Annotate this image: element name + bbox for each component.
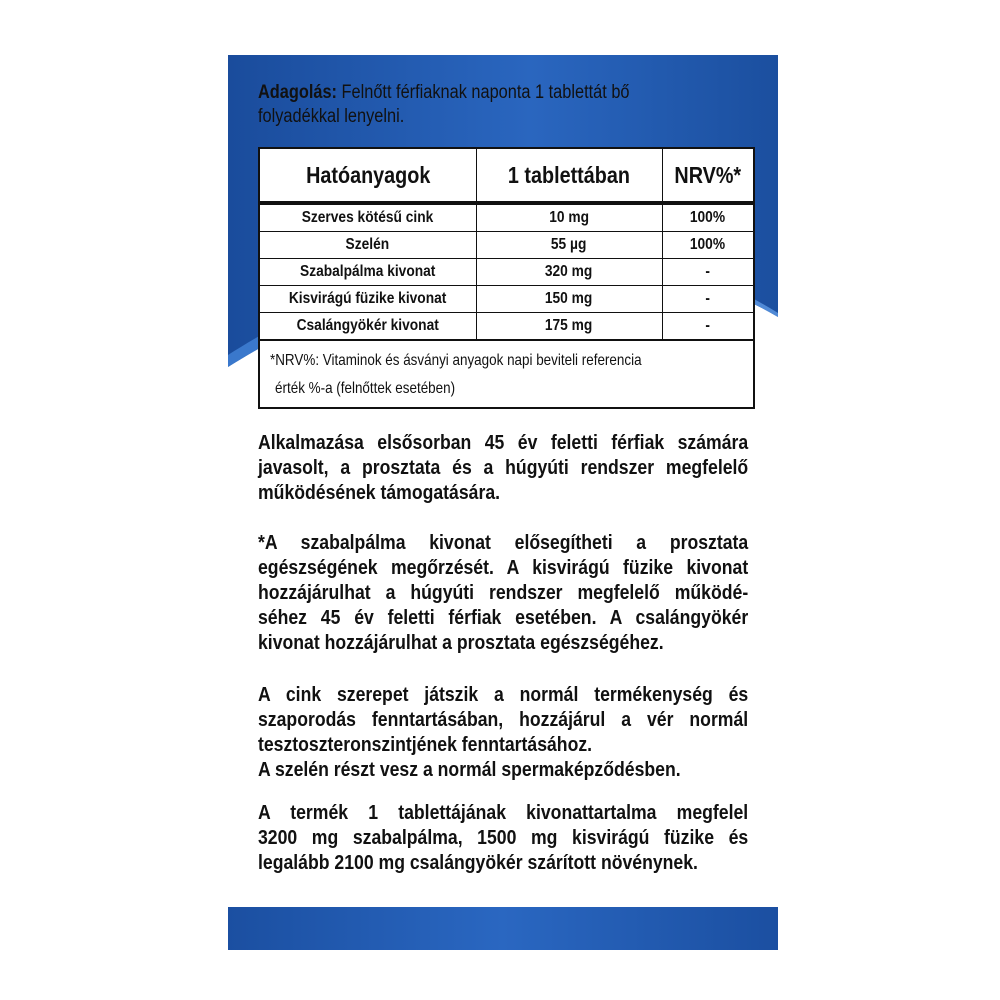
header-cell: Hatóanyagok bbox=[260, 149, 476, 203]
paragraph-line: működésének támogatására. bbox=[258, 481, 501, 504]
dosage-text-line1: Felnőtt férfiaknak naponta 1 tablettát bő bbox=[336, 82, 630, 103]
table-row bbox=[260, 313, 753, 340]
table-cell: 175 mg bbox=[476, 313, 662, 340]
paragraph-line: tesztoszteronszintjének fenntartásához. bbox=[258, 733, 593, 756]
health-claims-paragraph bbox=[258, 530, 748, 655]
extract-equivalence-paragraph bbox=[258, 800, 748, 875]
table-row bbox=[260, 203, 753, 232]
nutrition-table bbox=[260, 149, 753, 340]
paragraph-line: kivonat hozzájárulhat a prosztata egészségéhez. bbox=[258, 631, 664, 654]
table-cell: Szerves kötésű cink bbox=[260, 203, 476, 232]
table-header-row bbox=[260, 149, 753, 203]
table-cell: Csalángyökér kivonat bbox=[260, 313, 476, 340]
table-cell: 150 mg bbox=[476, 286, 662, 313]
nutrition-table-box bbox=[258, 147, 755, 409]
table-cell: 55 µg bbox=[476, 232, 662, 259]
paragraph-line: A szelén részt vesz a normál spermaképződésben. bbox=[258, 758, 681, 781]
paragraph-line: A termék 1 tablettájának kivonattartalma megfelel bbox=[258, 801, 749, 824]
table-row bbox=[260, 232, 753, 259]
table-cell: - bbox=[662, 286, 753, 313]
usage-paragraph bbox=[258, 430, 748, 505]
table-row bbox=[260, 259, 753, 286]
paragraph-line: A cink szerepet játszik a normál termékenység és bbox=[258, 683, 749, 706]
table-cell: 100% bbox=[662, 232, 753, 259]
product-label-panel bbox=[228, 55, 778, 950]
table-cell: 320 mg bbox=[476, 259, 662, 286]
nrv-footnote bbox=[260, 340, 753, 407]
zinc-selenium-paragraph bbox=[258, 682, 748, 782]
footnote-line2: érték %-a (felnőttek esetében) bbox=[275, 380, 456, 397]
paragraph-line: séhez 45 év feletti férfiak esetében. A csalángyökér bbox=[258, 606, 749, 629]
table-cell: - bbox=[662, 313, 753, 340]
table-cell: Kisvirágú füzike kivonat bbox=[260, 286, 476, 313]
dosage-label: Adagolás: bbox=[258, 82, 337, 103]
table-cell: 100% bbox=[662, 203, 753, 232]
table-cell: 10 mg bbox=[476, 203, 662, 232]
dosage-instructions bbox=[258, 81, 765, 129]
table-cell: Szelén bbox=[260, 232, 476, 259]
paragraph-line: *A szabalpálma kivonat elősegítheti a prosztata bbox=[258, 531, 749, 554]
table-cell: Szabalpálma kivonat bbox=[260, 259, 476, 286]
table-row bbox=[260, 286, 753, 313]
blue-footer-band bbox=[228, 907, 778, 950]
paragraph-line: Alkalmazása elsősorban 45 év feletti férfiak számára bbox=[258, 431, 749, 454]
dosage-text-line2: folyadékkal lenyelni. bbox=[258, 106, 405, 127]
paragraph-line: javasolt, a prosztata és a húgyúti rendszer megfelelő bbox=[258, 456, 749, 479]
paragraph-line: legalább 2100 mg csalángyökér szárított növénynek. bbox=[258, 851, 698, 874]
footnote-line1: *NRV%: Vitaminok és ásványi anyagok napi beviteli referencia bbox=[270, 352, 642, 369]
paragraph-line: hozzájárulhat a húgyúti rendszer megfelelő működé- bbox=[258, 581, 749, 604]
header-cell: NRV%* bbox=[662, 149, 753, 203]
paragraph-line: 3200 mg szabalpálma, 1500 mg kisvirágú füzike és bbox=[258, 826, 749, 849]
table-cell: - bbox=[662, 259, 753, 286]
header-cell: 1 tablettában bbox=[476, 149, 662, 203]
paragraph-line: egészségének megőrzését. A kisvirágú füzike kivonat bbox=[258, 556, 749, 579]
paragraph-line: szaporodás fenntartásában, hozzájárul a vér normál bbox=[258, 708, 749, 731]
